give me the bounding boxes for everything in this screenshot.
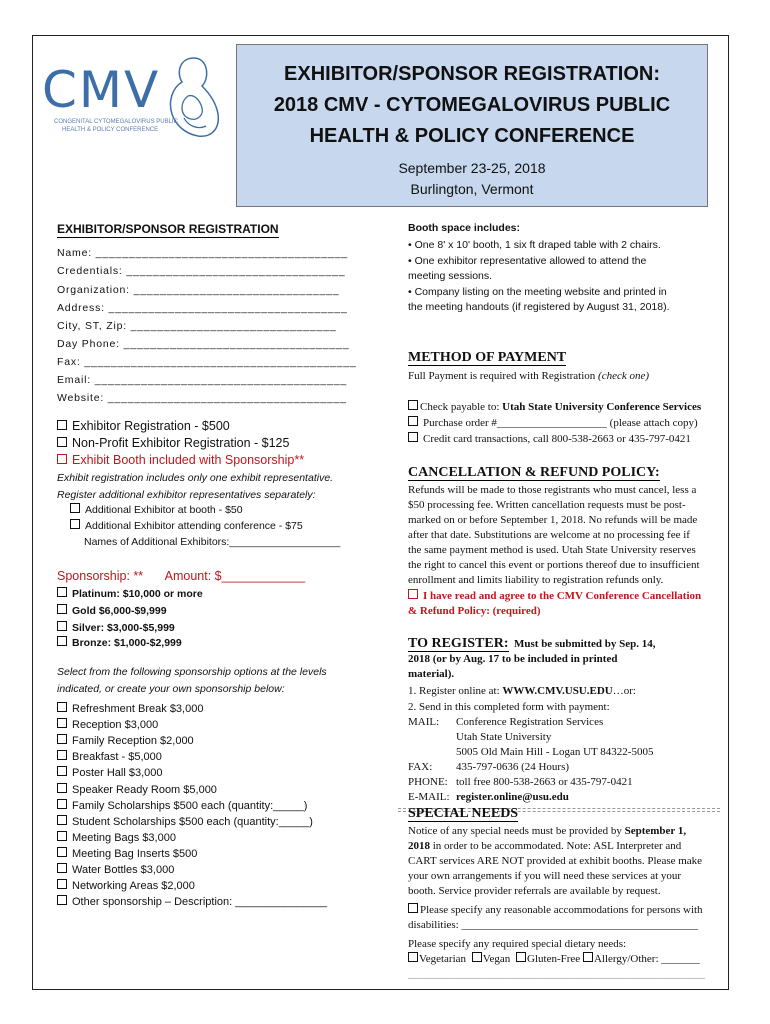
special-needs-heading: SPECIAL NEEDS (408, 806, 519, 821)
exhibitor-registration-option[interactable] (57, 419, 230, 433)
special-line: CART services ARE NOT provided at exhibit booths. Please make (408, 855, 703, 867)
day-phone-field[interactable]: Day Phone: __________________________________ (57, 338, 350, 350)
amount-field[interactable]: Amount: $____________ (164, 569, 306, 583)
fax-info: FAX: 435-797-0636 (24 Hours) (408, 761, 570, 773)
option-speaker-ready-room[interactable] (57, 783, 217, 796)
option-label: Platinum: $10,000 or more (72, 588, 203, 600)
option-student-scholarships[interactable] (57, 815, 313, 828)
register-note: material). (408, 668, 455, 680)
checkbox[interactable] (57, 783, 67, 793)
agree-line1: I have read and agree to the CMV Conference Cancellation (423, 590, 702, 602)
checkbox[interactable] (70, 503, 80, 513)
checkbox[interactable] (57, 437, 67, 447)
checkbox[interactable] (408, 400, 418, 410)
checkbox[interactable] (408, 432, 418, 442)
payment-cc-option[interactable] (408, 432, 718, 447)
option-label: Refreshment Break $3,000 (72, 703, 204, 715)
booth-line: • One 8' x 10' booth, 1 six ft draped table with 2 chairs. (408, 239, 661, 251)
payment-subtitle: Full Payment is required with Registration (check one) (408, 370, 650, 382)
refund-agreement-checkbox[interactable] (408, 589, 718, 619)
page-title (237, 59, 707, 152)
level-platinum[interactable] (57, 587, 203, 600)
checkbox[interactable] (57, 718, 67, 728)
payment-heading: METHOD OF PAYMENT (408, 350, 567, 365)
option-label: Poster Hall $3,000 (72, 767, 163, 780)
register-heading: TO REGISTER: (408, 636, 509, 651)
register-note: 2018 (or by Aug. 17 to be included in printed (408, 653, 618, 665)
option-water-bottles[interactable] (57, 863, 174, 876)
cancel-line: Refunds will be made to those registrants who must cancel, less a (408, 484, 697, 496)
select-note (57, 664, 377, 698)
checkbox[interactable] (57, 454, 67, 464)
dietary-section (408, 937, 718, 982)
mail-line: Utah State University (456, 731, 552, 743)
cancel-line: after that date. Substitutions are welcome at no processing fee if (408, 529, 690, 541)
option-label: Meeting Bag Inserts $500 (72, 847, 198, 860)
select-note-line1: Select from the following sponsorship options at the levels (57, 666, 327, 678)
option-label: Additional Exhibitor at booth - $50 (85, 504, 243, 516)
additional-booth-option[interactable] (70, 503, 243, 516)
option-label: Family Scholarships $500 each (quantity:_____) (72, 799, 308, 812)
accommodations-label: Please specify any reasonable accommodations for persons with (420, 904, 703, 916)
checkbox[interactable] (57, 831, 67, 841)
checkbox[interactable] (57, 734, 67, 744)
diet-vegan[interactable]: Vegan (472, 953, 511, 965)
option-label: Exhibitor Registration - $500 (72, 419, 230, 433)
title-box (236, 44, 708, 207)
option-label: Family Reception $2,000 (72, 735, 194, 748)
option-label: Meeting Bags $3,000 (72, 831, 176, 844)
dietary-label: Please specify any required special dietary needs: (408, 938, 627, 950)
checkbox[interactable] (57, 847, 67, 857)
booth-line: • Company listing on the meeting website and printed in (408, 285, 667, 298)
event-info (237, 158, 707, 200)
dietary-line[interactable]: ______________________________________________________ (408, 968, 705, 980)
special-line: your own arrangements if you will need these services at your (408, 870, 682, 882)
checkbox[interactable] (70, 519, 80, 529)
checkbox[interactable] (57, 815, 67, 825)
nonprofit-registration-option[interactable] (57, 436, 289, 450)
cancel-line: marked on or before September 1, 2018. No refunds will be made (408, 514, 698, 526)
checkbox[interactable] (57, 636, 67, 646)
option-label: Networking Areas $2,000 (72, 880, 195, 893)
option-label: Breakfast - $5,000 (72, 751, 162, 764)
cancel-line: the right to cancel this event or portions thereof due to insufficient (408, 559, 700, 571)
logo-wordmark: CMV (42, 61, 161, 119)
special-line: booth. Service provider referrals are available by request. (408, 885, 661, 897)
fax-field[interactable]: Fax: _________________________________________ (57, 356, 357, 368)
booth-line: meeting sessions. (408, 270, 493, 282)
level-silver[interactable] (57, 621, 175, 634)
cancellation-text (408, 483, 718, 588)
option-label: Silver: $3,000-$5,999 (72, 622, 175, 634)
event-dates: September 23-25, 2018 (398, 160, 546, 176)
checkbox[interactable] (408, 903, 418, 913)
select-note-line2: indicated, or create your own sponsorship below: (57, 683, 285, 695)
email-link[interactable]: register.online@usu.edu (456, 791, 569, 803)
option-refreshment-break[interactable] (57, 702, 203, 715)
checkbox[interactable] (57, 750, 67, 760)
option-label: Credit card transactions, call 800-538-2663 or 435-797-0421 (423, 433, 691, 445)
exhibit-note-line1: Exhibit registration includes only one exhibit representative. (57, 472, 334, 484)
additional-attending-option[interactable] (70, 519, 303, 532)
option-label: Gold $6,000-$9,999 (72, 605, 167, 617)
option-family-scholarships[interactable] (57, 799, 307, 812)
organization-field[interactable]: Organization: _______________________________ (57, 284, 340, 296)
option-label: Check payable to: (420, 401, 503, 413)
sponsorship-label: Sponsorship: ** (57, 569, 144, 583)
checkbox[interactable] (57, 604, 67, 614)
register-url[interactable]: WWW.CMV.USU.EDU (502, 685, 613, 697)
checkbox[interactable] (57, 766, 67, 776)
diet-vegetarian[interactable]: Vegetarian (408, 953, 466, 965)
option-family-reception[interactable] (57, 734, 194, 747)
register-form-line: 2. Send in this completed form with payment: (408, 701, 610, 713)
special-needs-text: Notice of any special needs must be provided by September 1, 2018 in order to be accommodated. Note: ASL Interpreter and CART services ARE NOT provided at exhibit booths. Please make your own arrangements if you will need these services at your booth. Service provider referrals are available by request. (408, 824, 718, 899)
register-section (408, 636, 718, 682)
option-breakfast[interactable] (57, 750, 162, 763)
registration-heading: EXHIBITOR/SPONSOR REGISTRATION (57, 222, 279, 236)
accommodations-field[interactable] (408, 903, 718, 933)
register-note: Must be submitted by Sep. 14, (514, 638, 656, 650)
option-label: Non-Profit Exhibitor Registration - $125 (72, 436, 290, 450)
option-label: Other sponsorship – Description: _______________ (72, 896, 328, 909)
title-line1: EXHIBITOR/SPONSOR REGISTRATION: (284, 63, 660, 85)
payment-check-option[interactable] (408, 400, 718, 415)
mail-label: MAIL: (408, 716, 440, 728)
credentials-field[interactable]: Credentials: _________________________________ (57, 265, 346, 277)
checkbox[interactable] (57, 420, 67, 430)
booth-line: the meeting handouts (if registered by August 31, 2018). (408, 301, 670, 313)
sponsorship-line (57, 569, 305, 583)
level-bronze[interactable] (57, 636, 182, 649)
city-state-zip-field[interactable]: City, ST, Zip: _______________________________ (57, 320, 337, 332)
option-meeting-bag-inserts[interactable] (57, 847, 197, 860)
option-label: Purchase order #____________________ (please attach copy) (423, 417, 698, 429)
option-label: Reception $3,000 (72, 719, 159, 732)
mail-line: Conference Registration Services (456, 716, 604, 728)
checkbox[interactable] (57, 702, 67, 712)
option-networking-areas[interactable] (57, 879, 195, 892)
checkbox[interactable] (57, 879, 67, 889)
website-field[interactable]: Website: ____________________________________ (57, 392, 347, 404)
title-line2: 2018 CMV - CYTOMEGALOVIRUS PUBLIC (273, 94, 671, 116)
checkbox[interactable] (57, 587, 67, 597)
level-gold[interactable] (57, 604, 167, 617)
exhibit-note (57, 470, 377, 504)
checkbox[interactable] (57, 799, 67, 809)
mail-address (408, 715, 718, 760)
cancel-line: enrollment and limits liability to registration refunds only. (408, 574, 664, 586)
name-field[interactable]: Name: ______________________________________ (57, 247, 348, 259)
option-label: Bronze: $1,000-$2,999 (72, 637, 182, 649)
exhibit-note-line2: Register additional exhibitor representatives separately: (57, 489, 316, 501)
phone-info: PHONE: toll free 800-538-2663 or 435-797-0421 (408, 776, 633, 788)
additional-names-field[interactable]: Names of Additional Exhibitors:___________________ (84, 536, 341, 548)
event-location: Burlington, Vermont (410, 181, 534, 197)
option-label: Exhibit Booth included with Sponsorship** (72, 453, 305, 467)
agree-line2: & Refund Policy: (required) (408, 605, 541, 617)
option-meeting-bags[interactable] (57, 831, 176, 844)
booth-sponsorship-option[interactable] (57, 453, 304, 467)
option-label: Additional Exhibitor attending conference - $75 (85, 520, 303, 532)
option-label: Student Scholarships $500 each (quantity:_____) (72, 815, 313, 828)
accommodations-line: disabilities: ___________________________________________ (408, 919, 698, 931)
mail-line: 5005 Old Main Hill - Logan UT 84322-5005 (456, 746, 654, 758)
payment-po-option[interactable] (408, 416, 718, 431)
cancel-line: $50 processing fee. Written cancellation requests must be post- (408, 499, 686, 511)
option-poster-hall[interactable] (57, 766, 163, 779)
checkbox[interactable] (408, 589, 418, 599)
option-label-bold: Utah State University Conference Services (502, 401, 702, 413)
booth-description (408, 238, 670, 316)
email-info: E-MAIL: register.online@usu.edu (408, 791, 569, 803)
option-other-sponsorship[interactable] (57, 895, 327, 908)
option-reception[interactable] (57, 718, 158, 731)
option-label: Water Bottles $3,000 (72, 864, 175, 876)
diet-gluten-free[interactable]: Gluten-Free (516, 953, 580, 965)
register-online: 1. Register online at: WWW.CMV.USU.EDU…or: (408, 685, 636, 697)
checkbox[interactable] (57, 621, 67, 631)
checkbox[interactable] (57, 863, 67, 873)
title-line3: HEALTH & POLICY CONFERENCE (309, 125, 635, 147)
diet-allergy-other[interactable]: Allergy/Other: _______ (583, 953, 700, 965)
logo-subtitle-line2: HEALTH & POLICY CONFERENCE (62, 127, 159, 133)
booth-heading: Booth space includes: (408, 222, 521, 234)
booth-line: • One exhibitor representative allowed to attend the (408, 254, 647, 267)
address-field[interactable]: Address: ____________________________________ (57, 302, 348, 314)
cancellation-heading: CANCELLATION & REFUND POLICY: (408, 465, 660, 480)
checkbox[interactable] (57, 895, 67, 905)
checkbox[interactable] (408, 416, 418, 426)
cancel-line: the same payment method is used. Utah State University reserves (408, 544, 696, 556)
email-field[interactable]: Email: ______________________________________ (57, 374, 347, 386)
option-label: Speaker Ready Room $5,000 (72, 783, 217, 796)
logo-subtitle (54, 118, 178, 134)
logo-subtitle-line1: CONGENITAL CYTOMEGALOVIRUS PUBLIC (54, 119, 178, 125)
